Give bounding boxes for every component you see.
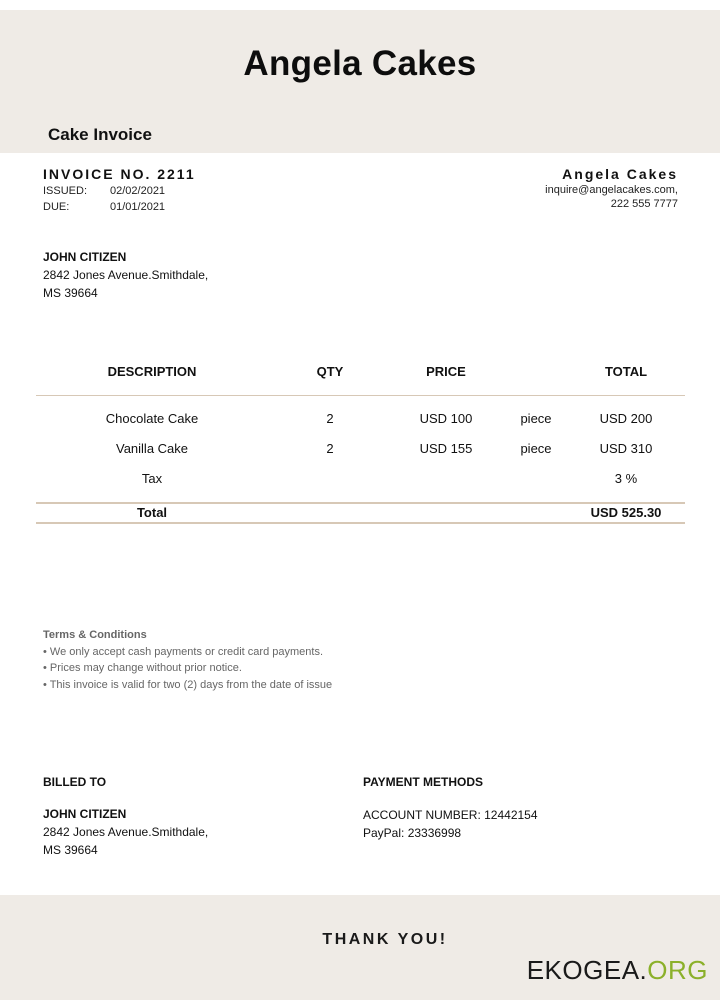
row-description: Chocolate Cake: [105, 411, 199, 426]
due-date: 01/01/2021: [110, 201, 166, 213]
invoice-number: INVOICE NO. 2211: [43, 166, 196, 182]
row-total: 3 %: [614, 471, 638, 486]
issued-label: ISSUED:: [43, 185, 88, 197]
table-row: [36, 411, 685, 431]
row-total: USD 200: [599, 411, 653, 426]
company-phone: 222 555 7777: [610, 198, 678, 210]
document-subtitle: Cake Invoice: [48, 125, 152, 144]
issued-row: [43, 185, 165, 197]
watermark-main: EKOGEA.: [526, 955, 648, 985]
row-total: USD 310: [599, 441, 653, 456]
terms-item: • This invoice is valid for two (2) days from the date of issue: [43, 678, 333, 691]
row-price: USD 100: [419, 411, 473, 426]
company-block: [545, 166, 678, 210]
header-price: PRICE: [426, 364, 466, 379]
table-row: [36, 441, 685, 461]
row-description: Vanilla Cake: [115, 441, 189, 456]
brand-title: Angela Cakes: [243, 44, 477, 83]
account-number: ACCOUNT NUMBER: 12442154: [363, 808, 538, 822]
terms-title: Terms & Conditions: [43, 629, 147, 641]
billed-to-name: JOHN CITIZEN: [43, 807, 127, 821]
billed-to-address-line2: MS 39664: [43, 843, 98, 857]
watermark-logo: [527, 955, 708, 986]
total-divider-bottom: [36, 522, 685, 524]
payment-methods-block: [363, 806, 538, 842]
payment-methods-label: PAYMENT METHODS: [363, 775, 484, 789]
billed-to-label: BILLED TO: [43, 775, 107, 789]
terms-item: • Prices may change without prior notice.: [43, 662, 242, 674]
terms-section: [43, 627, 332, 693]
row-qty: 2: [326, 411, 334, 426]
terms-item: • We only accept cash payments or credit card payments.: [43, 645, 323, 658]
issued-date: 02/02/2021: [110, 185, 166, 197]
row-description: Tax: [141, 471, 163, 486]
paypal-id: PayPal: 23336998: [363, 826, 462, 840]
row-unit: piece: [520, 441, 552, 456]
client-name: JOHN CITIZEN: [43, 250, 127, 264]
total-label: Total: [136, 505, 168, 520]
header-divider: [36, 395, 685, 396]
company-name: Angela Cakes: [562, 166, 678, 182]
row-unit: piece: [520, 411, 552, 426]
total-divider-top: [36, 502, 685, 504]
thank-you-text: THANK YOU!: [322, 931, 448, 948]
row-qty: 2: [326, 441, 334, 456]
total-value: USD 525.30: [590, 505, 662, 520]
due-row: [43, 201, 165, 213]
billed-to-address-line1: 2842 Jones Avenue.Smithdale,: [43, 825, 209, 839]
table-row: [36, 471, 685, 491]
header-description: DESCRIPTION: [107, 364, 197, 379]
watermark-accent: ORG: [647, 955, 708, 985]
client-address-line1: 2842 Jones Avenue.Smithdale,: [43, 268, 209, 282]
due-label: DUE:: [43, 201, 70, 213]
header-qty: QTY: [316, 364, 344, 379]
header-total: TOTAL: [604, 364, 648, 379]
row-price: USD 155: [419, 441, 473, 456]
client-address-line2: MS 39664: [43, 286, 98, 300]
client-block: [43, 248, 208, 302]
company-email: inquire@angelacakes.com,: [545, 184, 678, 196]
billed-to-block: [43, 805, 208, 859]
